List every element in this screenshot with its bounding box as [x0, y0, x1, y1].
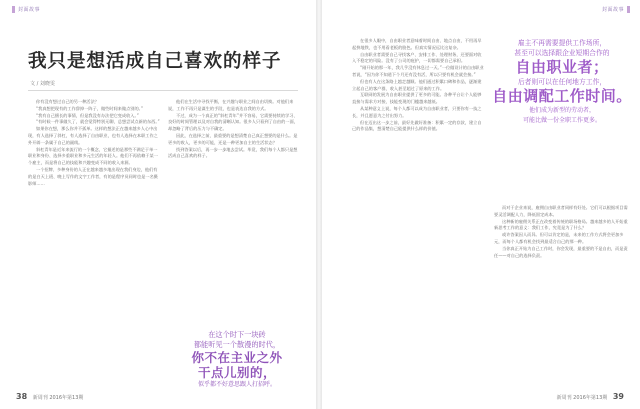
paragraph: 这种新的雇佣关系正在改变着传统的职场格局。越来越多的人开始重新思考工作的意义：我们工作，究竟是为了什么？ [494, 218, 628, 231]
divider [28, 90, 298, 91]
section-tag: 封面故事 [602, 6, 630, 13]
publication-name: 新周刊 2016年第13期 [32, 395, 84, 401]
paragraph: “我真想把现有的工作辞掉一阵子，做些时间来做点别的。” [36, 105, 143, 111]
page-number: 38 [16, 392, 28, 401]
section-tag: 封面故事 [12, 6, 40, 13]
left-page [0, 0, 316, 409]
folio [557, 392, 628, 401]
pull-quote-line: 可能比做一份全职工作更多。 [522, 117, 601, 124]
paragraph: 你有没有想过自己的另一种活法？ [36, 99, 99, 104]
body-column [352, 38, 484, 378]
folio [12, 392, 83, 401]
publication-name: 新周刊 2016年第13期 [556, 395, 608, 401]
paragraph: 他们在生活中寻找平衡，在兴趣与职业之间自由切换。对他们来说，工作不再只是谋生的手段，也是表达自我的方式。 [168, 99, 294, 111]
paragraph: 不过，成为一个真正的“斜杠青年”并不容易，它需要持续的学习、良好的时间管理以及对自我的清晰认知。很多人只看到了自由的一面，却忽略了背后的压力与不确定。 [168, 112, 298, 132]
page-number: 39 [612, 392, 624, 401]
pull-quote-line: 似乎都不好意思跟人打招呼。 [197, 381, 276, 388]
pull-quote-line: 干点儿别的， [197, 365, 276, 380]
paragraph: 互联网的发展为自由职业提供了更多的可能。各种平台让个人能够直接与需求方对接，技能变现的门槛越来越低。 [352, 92, 482, 105]
paragraph: “刚开始的那一年，我几乎没有休息过一天。”一位做设计的自由职业者说，“因为你不知道下个月还有没有活，所以只要有机会就会接。” [352, 65, 484, 77]
paragraph: 在很多人眼中，自由职业者意味着时间自由、地点自由，不用再早起挤地铁，也不用看老板的脸色。但真实情况远比这复杂。 [352, 38, 482, 50]
body-column [168, 99, 300, 325]
pull-quote-line: 自由调配工作时间。 [492, 87, 632, 105]
pull-quote-line: 雇主不再需要提供工作场所， [517, 39, 607, 47]
paragraph: 从某种意义上说，每个人都可以成为自由职业者，只要你有一技之长，并且愿意为之付出努力。 [352, 105, 482, 118]
pull-quote-line: 你不在主业之外 [191, 350, 283, 365]
paragraph: 当你真正开始为自己工作时，你会发现，最重要的不是自由，而是责任——对自己的选择负责。 [494, 245, 628, 258]
pull-quote [172, 330, 302, 389]
body-column [494, 205, 629, 381]
pull-quote-line: 自由职业者； [515, 58, 609, 76]
paragraph: “有时候一件事做久了，就会觉得特别无聊，总想尝试点新的东西。” [36, 119, 160, 125]
body-column [28, 99, 160, 381]
paragraph: 而对于企业来说，雇佣自由职业者同样有好处。它们可以根据项目需要灵活调配人力，降低固定成本。 [494, 205, 628, 217]
paragraph: 找到答案以后，再一步一步地去尝试。毕竟，我们每个人都只是想活成自己喜欢的样子。 [168, 146, 298, 159]
paragraph: 自由职业者需要自己寻找客户、安排工作、处理财务，还要面对收入不稳定的风险。没有了公司的庇护，一切都需要自己承担。 [352, 51, 482, 64]
right-page [322, 0, 640, 409]
paragraph: 一个招牌、多种身份的人正在越来越多地出现在我们身边，他们有的是白天上班、晚上写作的文字工作者，有的是程序员同时也是一名摄影师…… [28, 166, 158, 186]
paragraph: 或许答案因人而异。但可以肯定的是，未来的工作方式将会更加多元，而每个人都有机会找到最适合自己的那一种。 [494, 232, 624, 244]
byline: 文 / 刘晓雯 [30, 81, 55, 87]
pull-quote-line: 甚至可以选择跟企业短期合作的 [514, 49, 610, 57]
pull-quote-line: 他们成为新型的劳动者， [528, 107, 595, 114]
article-headline: 我只是想活成自己喜欢的样子 [28, 51, 282, 72]
paragraph: 如果你在想，那么你并不孤单。这样的想法正在越来越多人心中出现，有人选择了斜杠，有人选择了自由职业，也有人选择在本职工作之外开辟一条属于自己的副线。 [28, 126, 158, 145]
paragraph: “我有自己擅长的事情，但是我没有办法把它变成收入。” [36, 112, 139, 118]
pull-quote [492, 38, 632, 126]
pull-quote-line: 后者则可以在任何地方工作， [517, 78, 607, 86]
pull-quote-line: 都能听见一个散漫的时代， [193, 340, 281, 349]
pull-quote-line: 在这个时下一块砖 [208, 330, 266, 339]
paragraph: 但在迈出这一步之前，最好先做好准备：积累一定的存款，建立自己的作品集，想清楚自己能提供什么样的价值。 [352, 119, 482, 132]
paragraph: 因此，在选择之前，最重要的是想清楚自己真正想要的是什么。是更多的收入，更多的可能，还是一种更加自主的生活状态？ [168, 132, 298, 145]
paragraph: 但也有人在这条路上越走越顺。他们通过积累口碑和作品，逐渐建立起自己的客户群，收入甚至超过了原来的工作。 [352, 78, 482, 91]
paragraph: 斜杠青年是近年来流行的一个概念，它描述的是那些不满足于单一职业和身份、选择多重职业和多元生活的年轻人。他们不再依赖于某一个雇主，而是将自己的技能和兴趣变成不同的收入来源。 [28, 146, 158, 166]
